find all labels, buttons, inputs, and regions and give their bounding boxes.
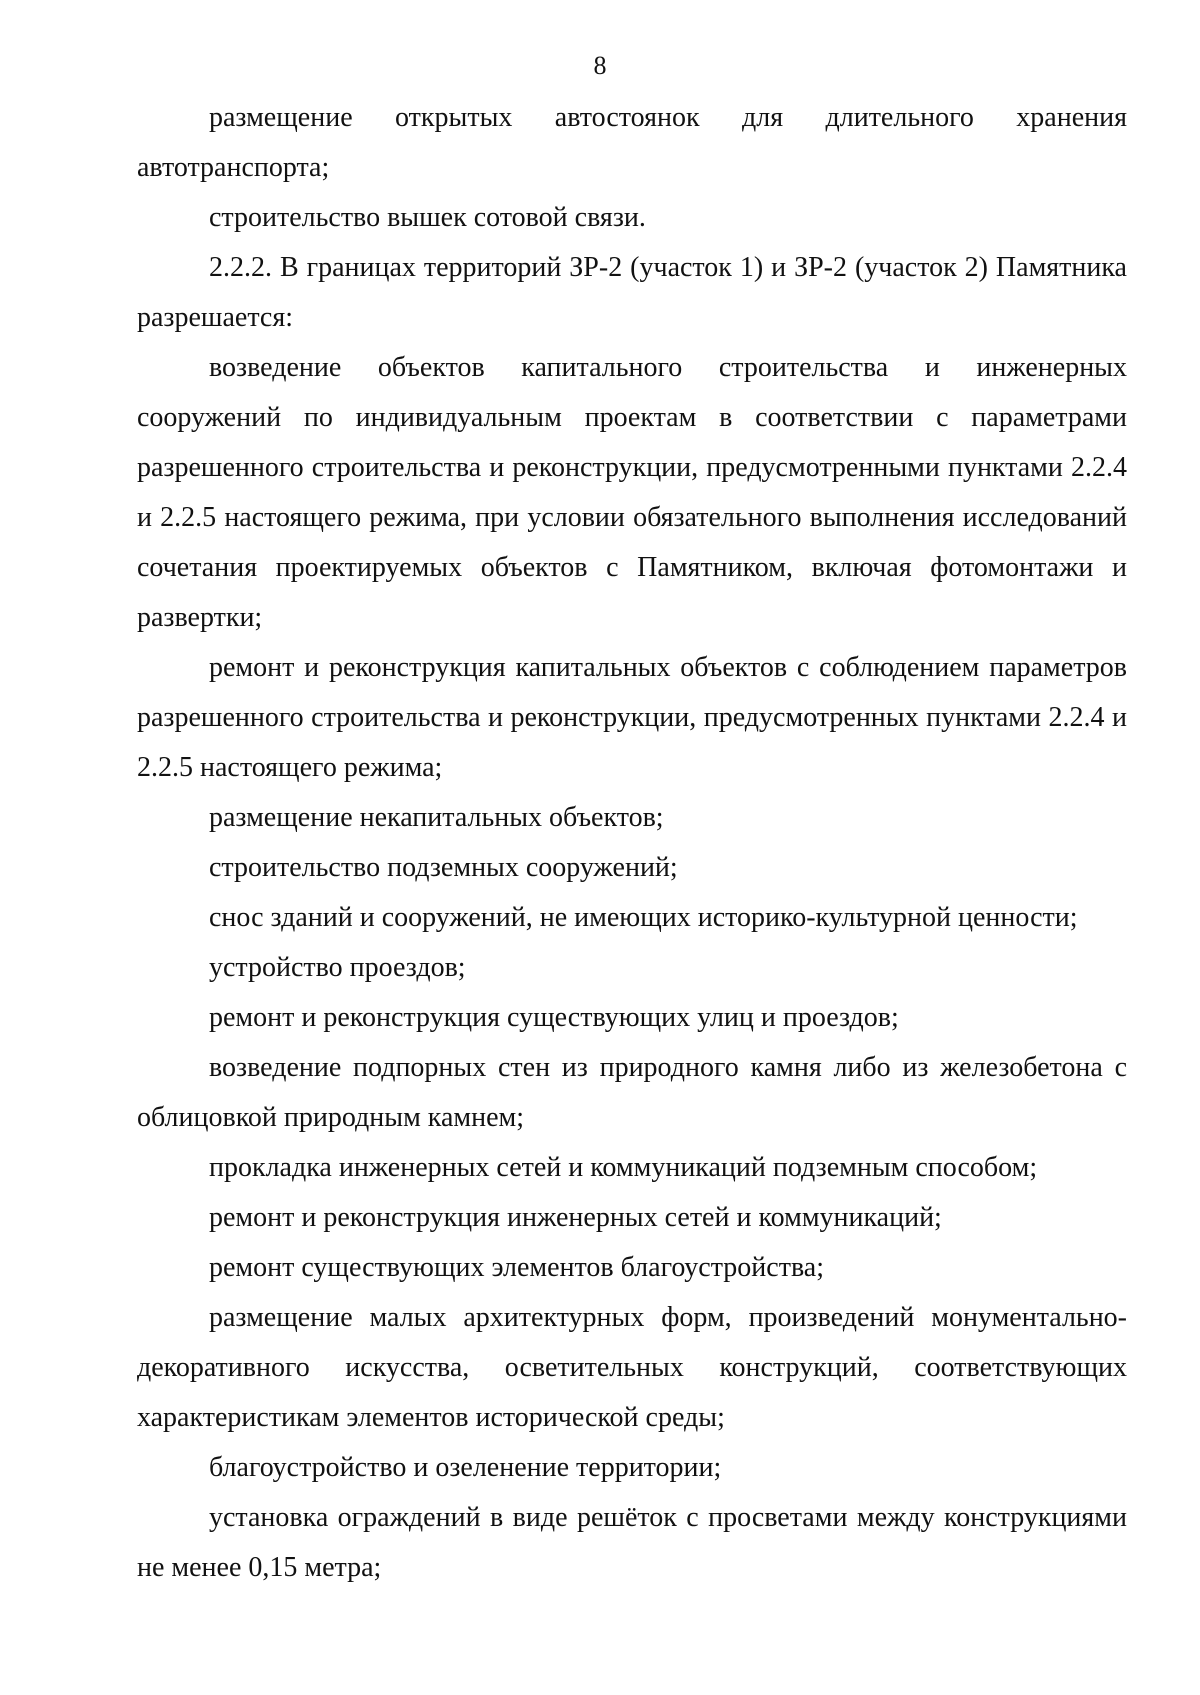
page-number: 8 xyxy=(593,51,607,80)
paragraph: ремонт и реконструкция капитальных объектов с соблюдением параметров разрешенного строительства и реконструкции, предусмотренных пунктами 2.2.4 и 2.2.5 настоящего режима; xyxy=(137,652,1127,783)
paragraph: возведение объектов капитального строительства и инженерных сооружений по индивидуальным проектам в соответствии с параметрами разрешенного строительства и реконструкции, предусмотренными пунктами 2.2.4 и 2.2.5 настоящего режима, при условии обязательного выполнения исследований сочетания проектируемых объектов с Памятником, включая фотомонтажи и развертки; xyxy=(137,352,1127,633)
paragraph: строительство вышек сотовой связи. xyxy=(209,202,646,233)
paragraph: размещение открытых автостоянок для длительного хранения автотранспорта; xyxy=(137,102,1127,183)
paragraph: устройство проездов; xyxy=(209,952,466,983)
paragraph: благоустройство и озеленение территории; xyxy=(209,1452,722,1483)
paragraph: возведение подпорных стен из природного камня либо из железобетона с облицовкой природным камнем; xyxy=(137,1052,1127,1133)
paragraph: установка ограждений в виде решёток с просветами между конструкциями не менее 0,15 метра; xyxy=(137,1502,1127,1583)
paragraph: снос зданий и сооружений, не имеющих историко-культурной ценности; xyxy=(209,902,1078,933)
paragraph: прокладка инженерных сетей и коммуникаций подземным способом; xyxy=(209,1152,1038,1183)
document-body xyxy=(137,93,1127,1593)
paragraph: строительство подземных сооружений; xyxy=(209,852,678,883)
paragraph: размещение некапитальных объектов; xyxy=(209,802,664,833)
paragraph: ремонт и реконструкция существующих улиц и проездов; xyxy=(209,1002,899,1033)
paragraph: размещение малых архитектурных форм, произведений монументально-декоративного искусства, осветительных конструкций, соответствующих характеристикам элементов исторической среды; xyxy=(137,1302,1127,1433)
paragraph: ремонт существующих элементов благоустройства; xyxy=(209,1252,825,1283)
paragraph: ремонт и реконструкция инженерных сетей и коммуникаций; xyxy=(209,1202,942,1233)
section-heading-paragraph: 2.2.2. В границах территорий ЗР-2 (участок 1) и ЗР-2 (участок 2) Памятника разрешается: xyxy=(137,252,1127,333)
